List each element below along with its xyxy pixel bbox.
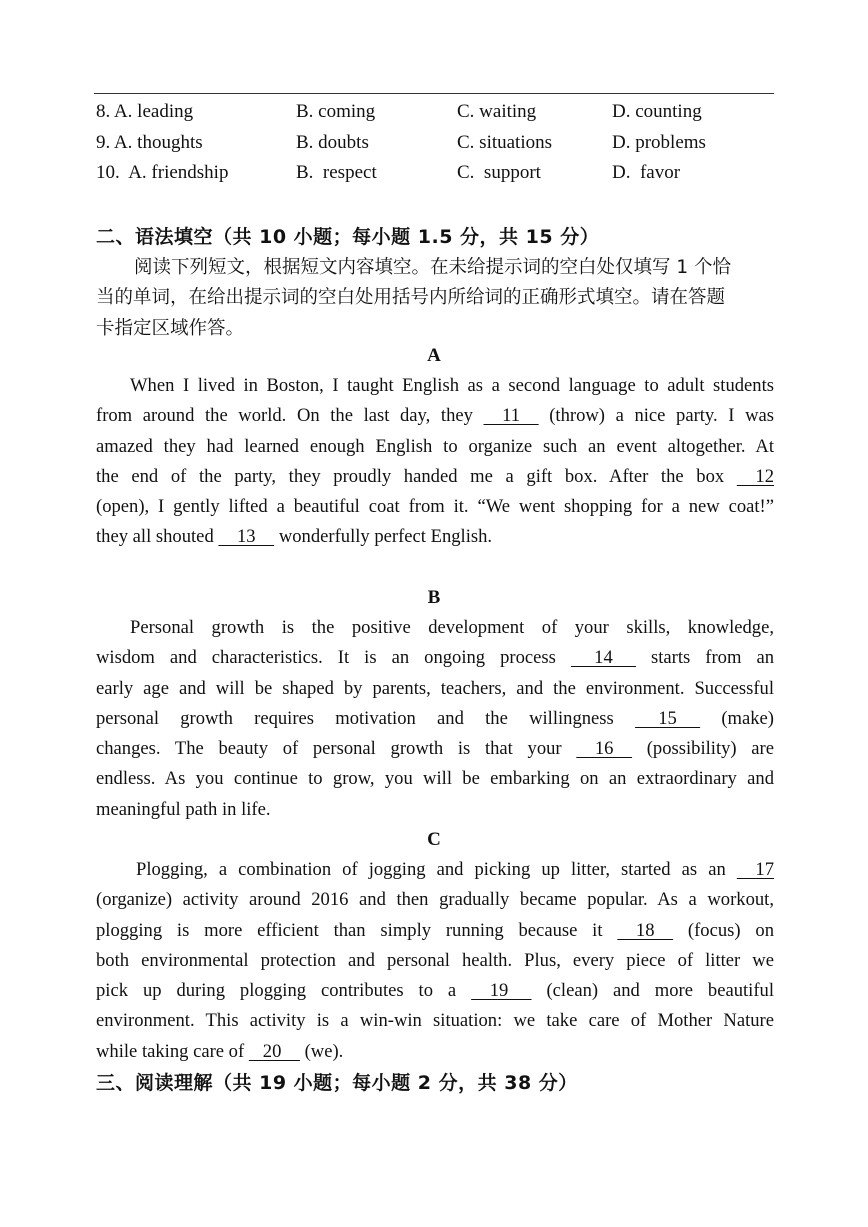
instruction-line: 阅读下列短文，根据短文内容填空。在未给提示词的空白处仅填写 1 个恰 xyxy=(134,257,732,278)
option-8d: D. counting xyxy=(612,101,702,122)
passage-c-title: C xyxy=(427,829,441,850)
blank-17[interactable]: 17 xyxy=(736,859,774,880)
passage-line: environment. This activity is a win-win situation: we take care of Mother Nature xyxy=(96,1010,774,1032)
option-10c: C. support xyxy=(457,162,541,183)
passage-a xyxy=(96,371,774,553)
passage-b xyxy=(96,613,774,825)
option-9d: D. problems xyxy=(612,132,706,153)
blank-14[interactable]: 14 xyxy=(570,647,636,669)
passage-line: wisdom and characteristics. It is an ongoing process 14 starts from an xyxy=(96,643,774,673)
blank-16[interactable]: 16 xyxy=(576,738,633,760)
top-rule xyxy=(94,93,774,94)
passage-line: Personal growth is the positive development of your skills, knowledge, xyxy=(130,617,774,638)
passage-line: meaningful path in life. xyxy=(96,798,271,820)
passage-line: early age and will be shaped by parents, teachers, and the environment. Successful xyxy=(96,677,774,699)
passage-line: When I lived in Boston, I taught English as a second language to adult students xyxy=(130,375,774,396)
passage-line: amazed they had learned enough English to organize such an event altogether. At xyxy=(96,435,774,457)
instruction-line: 卡指定区域作答。 xyxy=(96,317,245,339)
passage-line: personal growth requires motivation and the willingness 15 (make) xyxy=(96,704,774,734)
blank-20[interactable]: 20 xyxy=(248,1040,300,1062)
passage-c xyxy=(96,855,774,1067)
passage-line: endless. As you continue to grow, you will be embarking on an extraordinary and xyxy=(96,768,774,790)
option-10a: 10. A. friendship xyxy=(96,162,229,183)
blank-18[interactable]: 18 xyxy=(617,919,674,941)
passage-line: both environmental protection and personal health. Plus, every piece of litter we xyxy=(96,949,774,971)
passage-line: while taking care of 20 (we). xyxy=(96,1037,774,1067)
blank-13[interactable]: 13 xyxy=(218,526,275,548)
passage-b-title: B xyxy=(427,587,441,608)
passage-line: Plogging, a combination of jogging and picking up litter, started as an 17 xyxy=(96,855,774,885)
option-10b: B. respect xyxy=(296,162,377,183)
blank-12[interactable]: 12 xyxy=(736,465,774,487)
passage-line: (organize) activity around 2016 and then gradually became popular. As a workout, xyxy=(96,889,774,911)
passage-line: pick up during plogging contributes to a 19 (clean) and more beautiful xyxy=(96,976,774,1006)
option-9c: C. situations xyxy=(457,132,553,153)
section-2-heading: 二、语法填空（共 10 小题；每小题 1.5 分，共 15 分） xyxy=(96,226,600,248)
passage-line: from around the world. On the last day, they 11 (throw) a nice party. I was xyxy=(96,401,774,431)
option-9b: B. doubts xyxy=(296,132,369,153)
passage-line: the end of the party, they proudly handed me a gift box. After the box 12 xyxy=(96,462,774,492)
passage-a-title: A xyxy=(427,345,441,366)
blank-11[interactable]: 11 xyxy=(483,405,539,427)
blank-15[interactable]: 15 xyxy=(635,707,701,729)
passage-line: they all shouted 13 wonderfully perfect English. xyxy=(96,522,774,552)
option-9a: 9. A. thoughts xyxy=(96,132,203,153)
section-2-instructions xyxy=(96,253,776,344)
blank-19[interactable]: 19 xyxy=(471,980,532,1002)
passage-line: (open), I gently lifted a beautiful coat from it. “We went shopping for a new coat!” xyxy=(96,496,774,518)
passage-line: changes. The beauty of personal growth is that your 16 (possibility) are xyxy=(96,734,774,764)
instruction-line: 当的单词，在给出提示词的空白处用括号内所给词的正确形式填空。请在答题 xyxy=(96,287,726,309)
option-10d: D. favor xyxy=(612,162,681,183)
section-3-heading: 三、阅读理解（共 19 小题；每小题 2 分，共 38 分） xyxy=(96,1072,578,1094)
option-8a: 8. A. leading xyxy=(96,101,194,122)
option-8b: B. coming xyxy=(296,101,376,122)
passage-line: plogging is more efficient than simply running because it 18 (focus) on xyxy=(96,916,774,946)
option-8c: C. waiting xyxy=(457,101,537,122)
